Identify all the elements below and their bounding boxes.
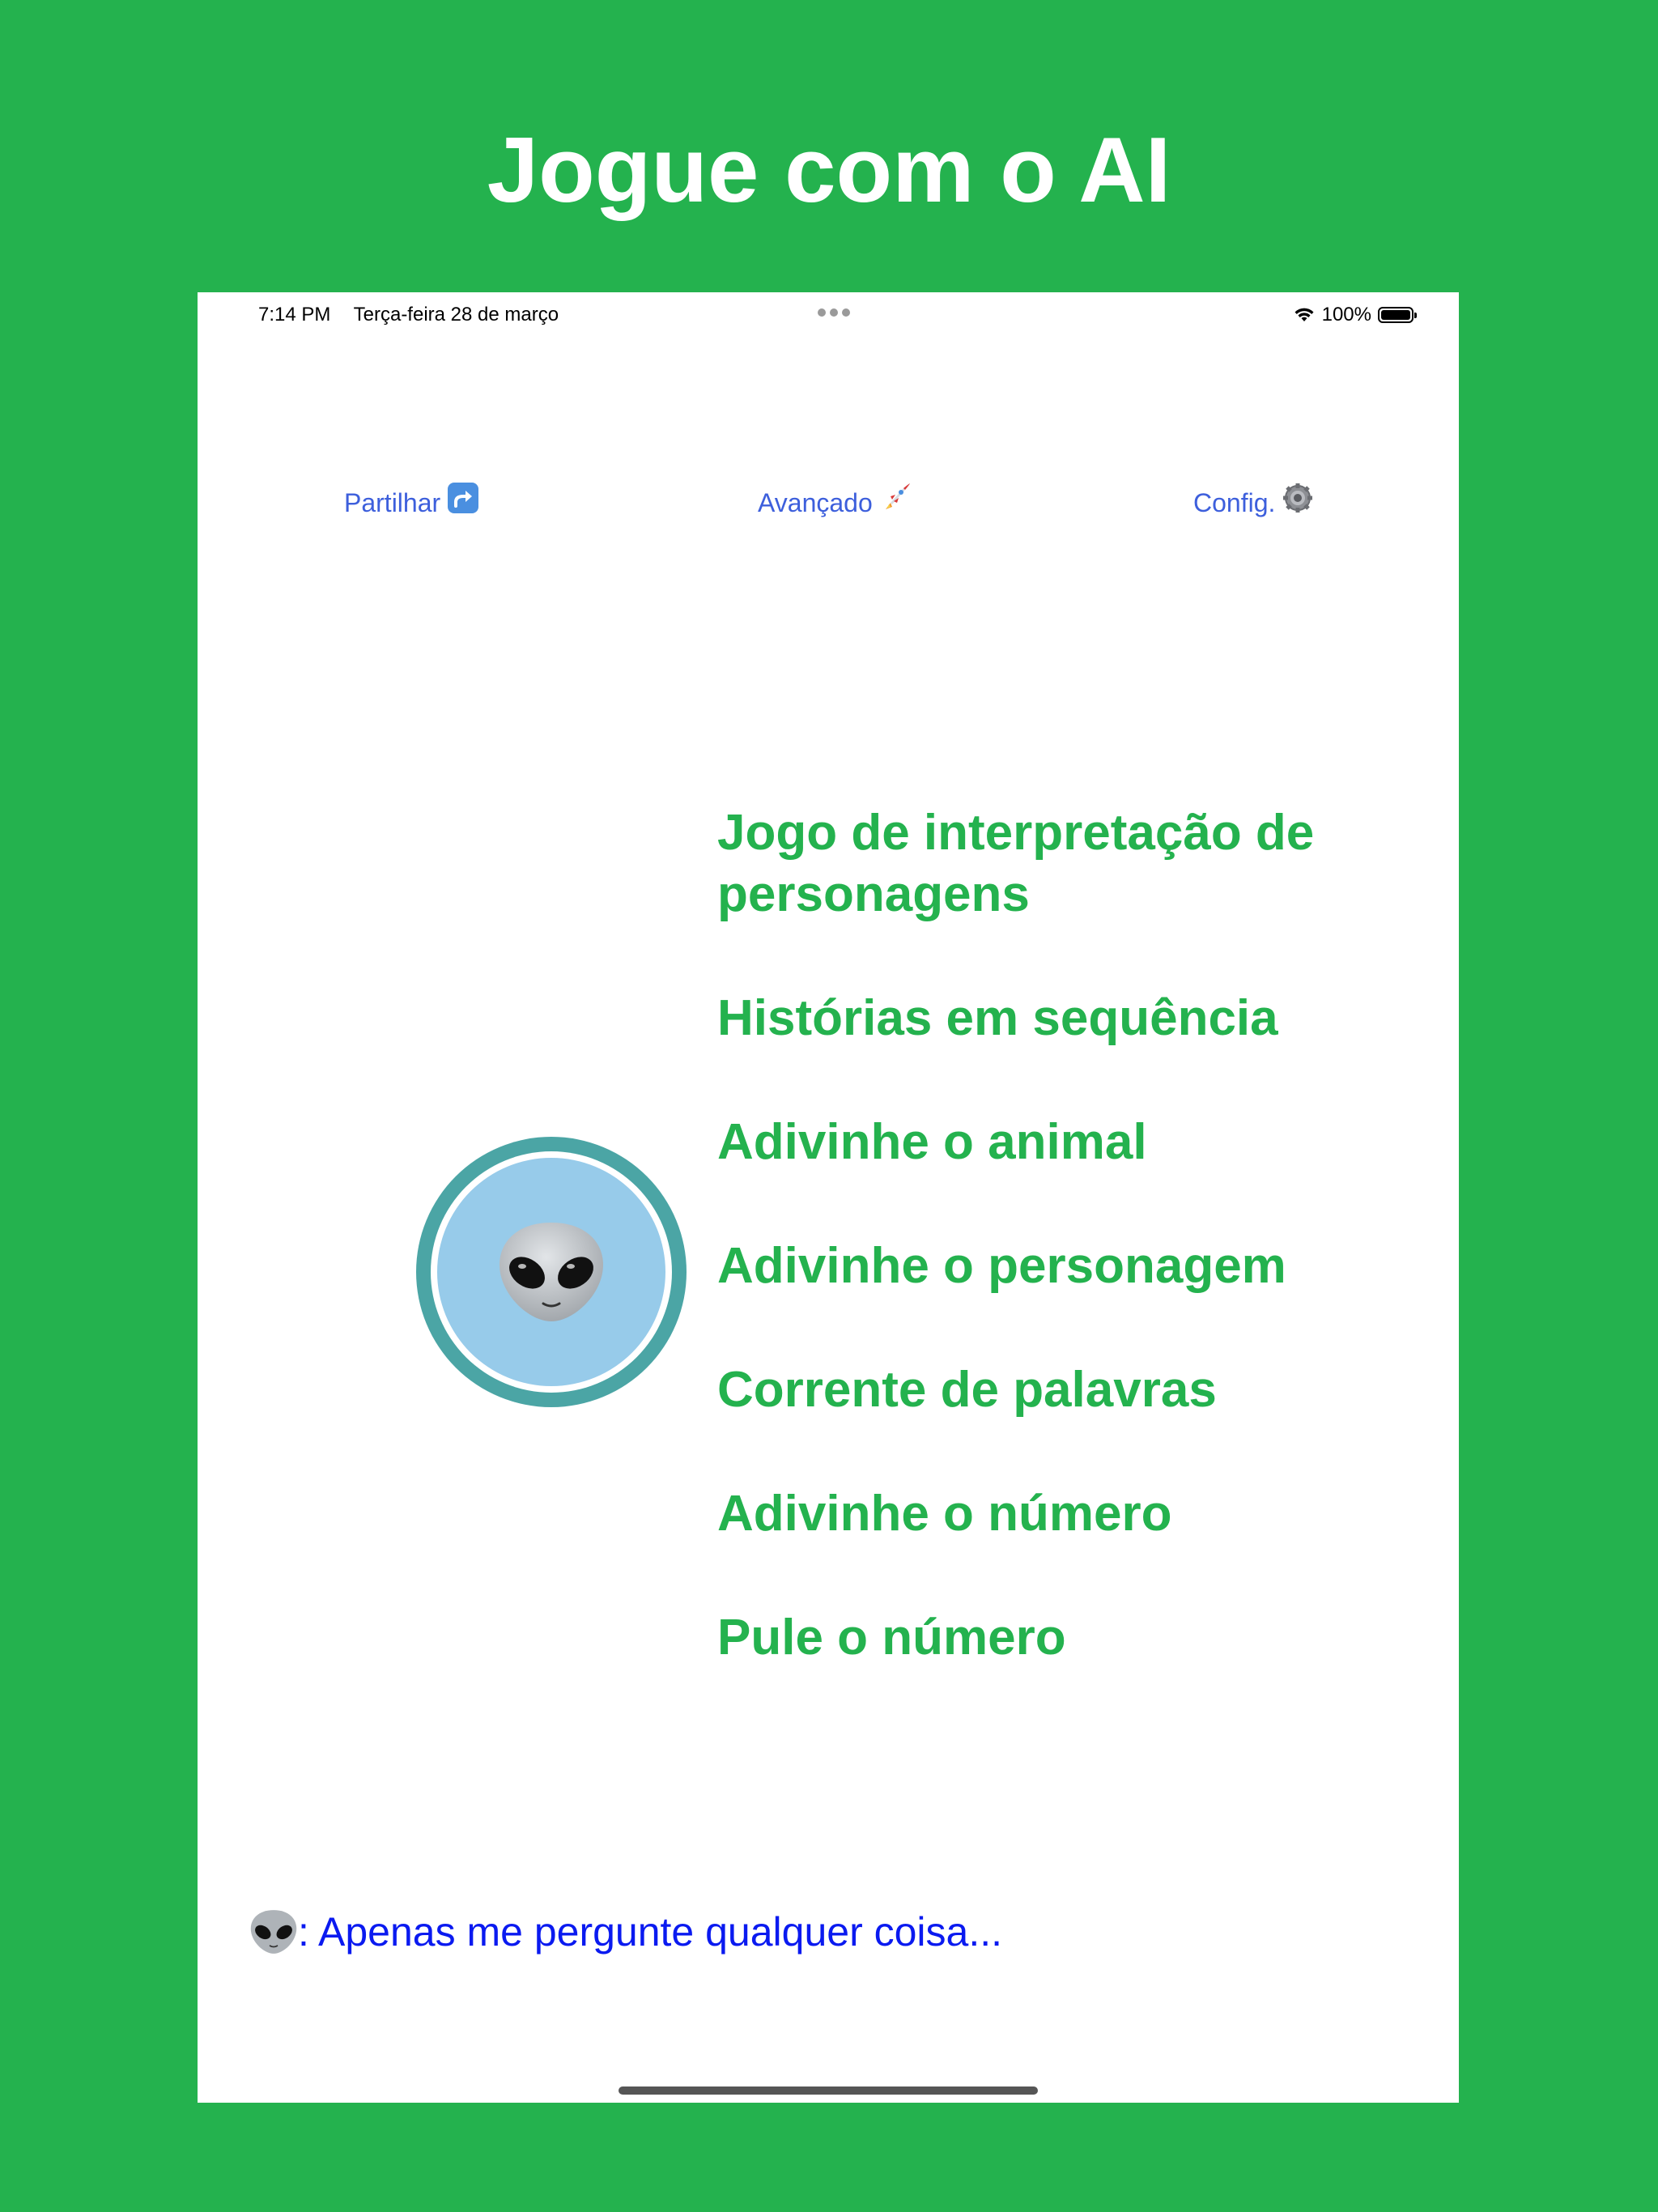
alien-icon [249,1908,298,1955]
share-arrow-icon [447,481,479,530]
status-date: Terça-feira 28 de março [353,304,559,325]
status-left [258,304,576,326]
advanced-label: Avançado [758,488,873,517]
chat-prompt[interactable] [249,1904,1002,1960]
multitasking-dots-icon[interactable] [818,308,850,317]
advanced-button[interactable] [758,479,913,530]
status-bar [198,292,1459,341]
status-time: 7:14 PM [258,304,331,325]
page-headline: Jogue com o AI [487,119,1171,222]
game-item-guess-animal[interactable]: Adivinhe o animal [717,1114,1147,1170]
game-item-skip-number[interactable]: Pule o número [717,1610,1066,1665]
config-label: Config. [1193,488,1276,517]
game-item-sequence-stories[interactable]: Histórias em sequência [717,990,1278,1046]
device-screen [198,292,1459,2103]
battery-icon [1378,307,1414,323]
status-right [1293,304,1414,326]
home-indicator[interactable] [619,2087,1038,2095]
toolbar [198,479,1459,527]
config-button[interactable] [1193,479,1314,530]
rocket-icon [879,480,913,530]
game-item-guess-character[interactable]: Adivinhe o personagem [717,1238,1286,1294]
prompt-text: : Apenas me pergunte qualquer coisa... [298,1909,1003,1955]
share-label: Partilhar [344,488,441,517]
gear-icon [1282,481,1314,530]
game-item-roleplay[interactable]: Jogo de interpretação de personagens [717,805,1315,922]
game-item-word-chain[interactable]: Corrente de palavras [717,1362,1217,1418]
alien-avatar-button[interactable] [416,1137,687,1407]
game-item-guess-number[interactable]: Adivinhe o número [717,1486,1172,1542]
wifi-icon [1293,306,1316,324]
alien-icon [496,1219,606,1325]
battery-percent: 100% [1321,304,1371,325]
share-button[interactable] [344,479,479,530]
game-list [717,802,1414,1731]
